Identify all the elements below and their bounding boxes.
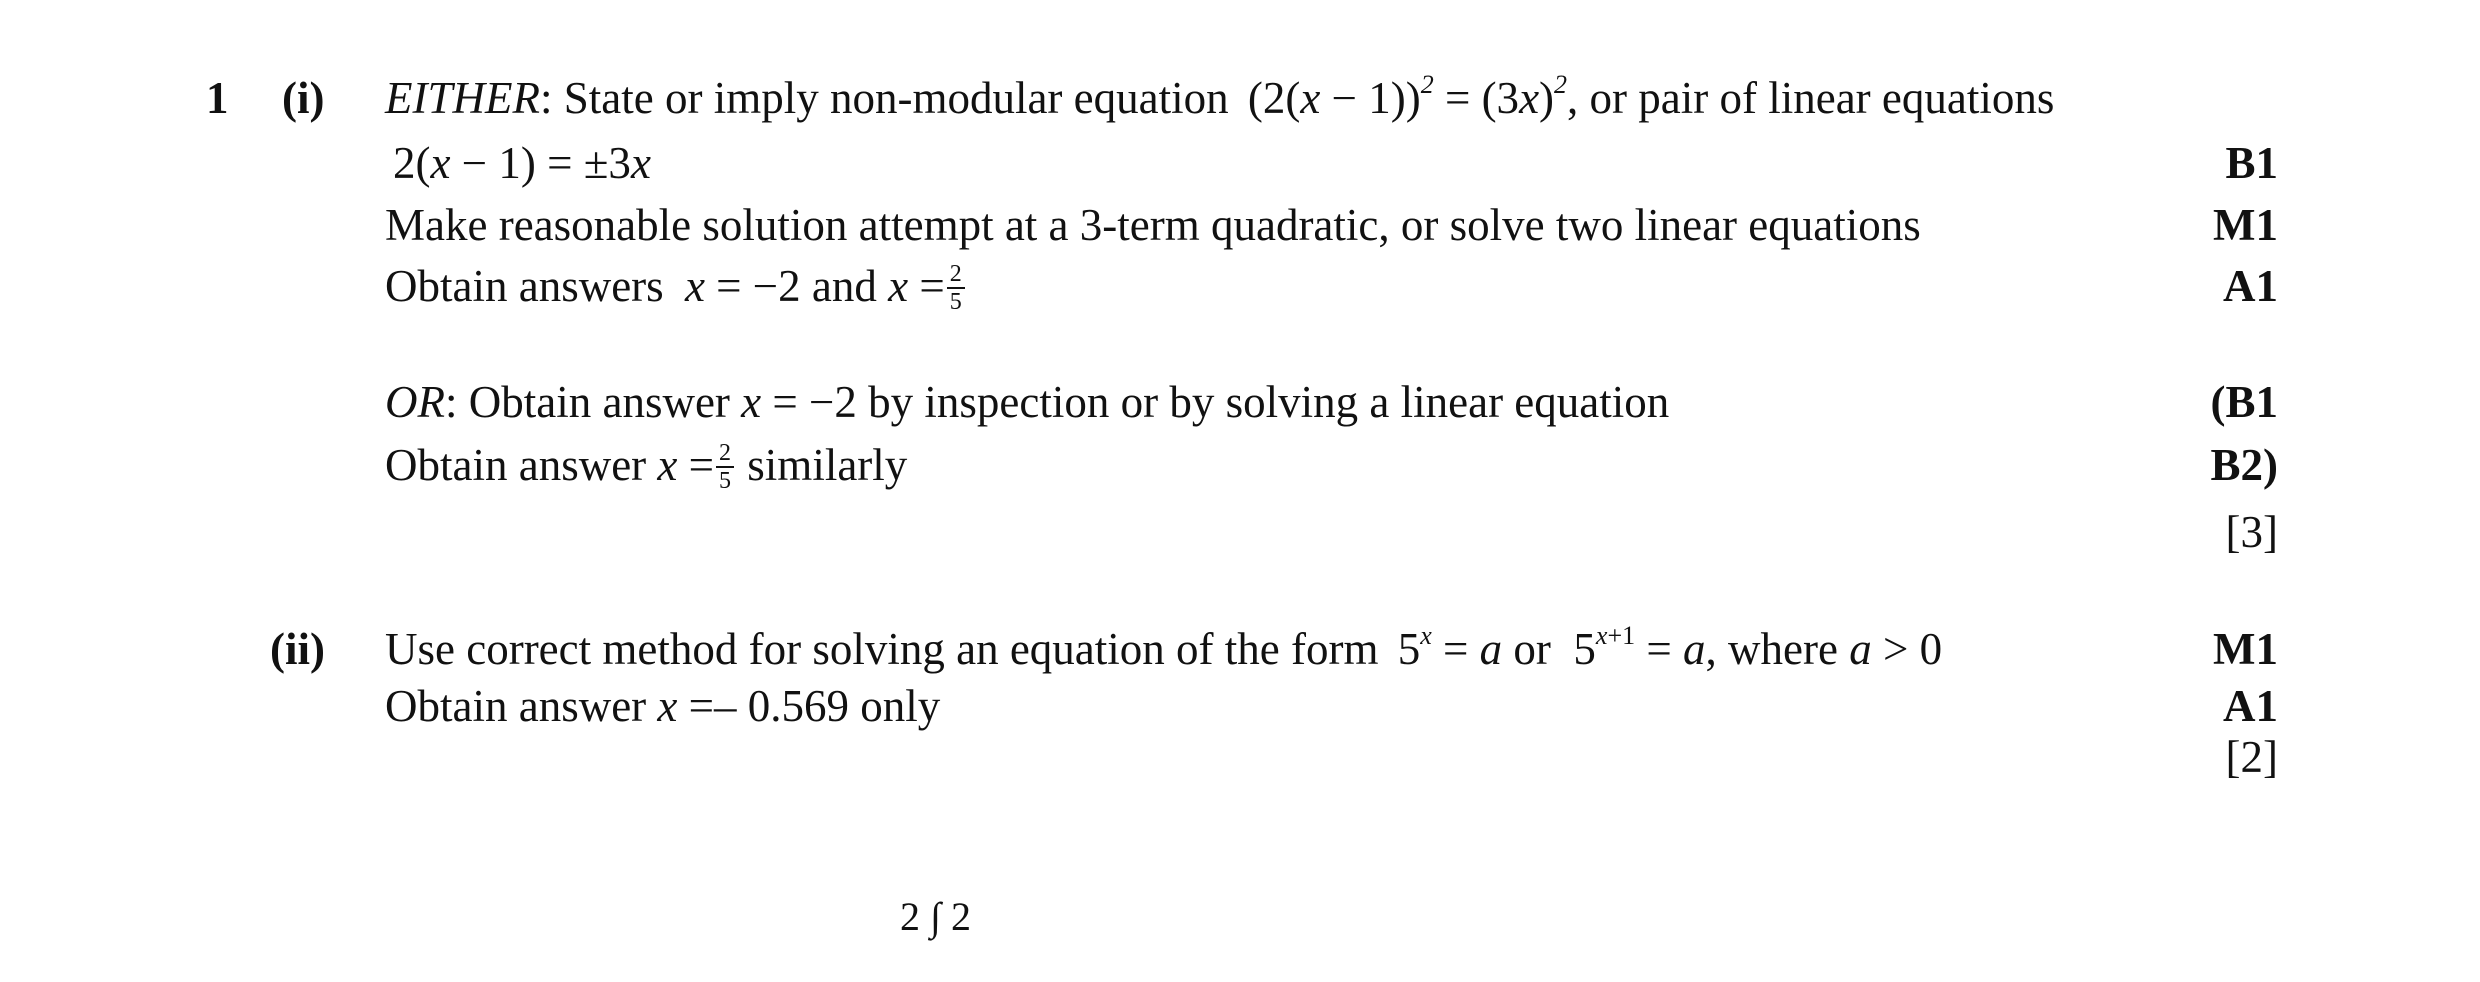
either-line-1-tail: , or pair of linear equations [1567, 73, 2055, 123]
mark-b1: B1 [2225, 138, 2278, 188]
either-line-4-equation: x = −2 and x = [684, 261, 945, 311]
either-line-3-text: Make reasonable solution attempt at a 3-term quadratic, or solve two linear equations [385, 200, 1921, 250]
part-i-total: [3] [2225, 507, 2278, 557]
either-line-4 [385, 260, 967, 317]
mark-a1-ii: A1 [2223, 681, 2278, 731]
part-i-label-text: (i) [282, 73, 325, 123]
clipped-next-line: 2 ∫ 2 [900, 894, 971, 939]
or-line-2-text: Obtain answer [385, 440, 647, 490]
or-line-2 [385, 439, 908, 496]
or-keyword: OR [385, 377, 445, 427]
or-line-1-tail: by inspection or by solving a linear equation [868, 377, 1670, 427]
mark-b1-open: (B1 [2210, 377, 2278, 427]
or-line-2-equation: x = [657, 440, 715, 490]
part-ii-line-1-equation: $5^x = a$ or $5^{x+1} = a$, where a > 0 [1397, 621, 1943, 674]
mark-m1-ii: M1 [2213, 624, 2278, 674]
part-ii-line-2-equation: x =– 0.569 only [657, 681, 941, 731]
either-line-4-text: Obtain answers [385, 261, 664, 311]
question-number: 1 [206, 73, 229, 123]
either-keyword: EITHER [385, 73, 540, 123]
mark-m1: M1 [2213, 200, 2278, 250]
part-ii-line-1-text: Use correct method for solving an equation of the form [385, 624, 1379, 674]
or-line-1-text: : Obtain answer [445, 377, 730, 427]
fraction-two-fifths-or: $\frac{2}{5}$ [716, 441, 734, 493]
either-line-1-equation: $(2(x - 1))^2 = (3x)^2$ [1247, 70, 1568, 123]
mark-b2-close: B2) [2210, 440, 2278, 490]
part-ii-line-2-text: Obtain answer [385, 681, 647, 731]
part-ii-label [270, 624, 325, 674]
mark-a1: A1 [2223, 261, 2278, 311]
fraction-two-fifths: $\frac{2}{5}$ [947, 262, 965, 314]
either-line-2-equation: 2(x − 1) = ±3x [393, 138, 651, 188]
part-ii-total: [2] [2225, 732, 2278, 782]
part-ii-line-2 [385, 681, 941, 731]
part-ii-line-1 [385, 621, 1943, 674]
or-line-1-equation: x = −2 [741, 377, 857, 427]
part-i-label [282, 73, 325, 123]
part-ii-label-text: (ii) [270, 624, 325, 674]
or-line-1 [385, 377, 1670, 427]
either-line-1-text: : State or imply non-modular equation [539, 73, 1229, 123]
or-line-2-tail: similarly [747, 440, 908, 490]
either-line-1 [385, 70, 2055, 123]
